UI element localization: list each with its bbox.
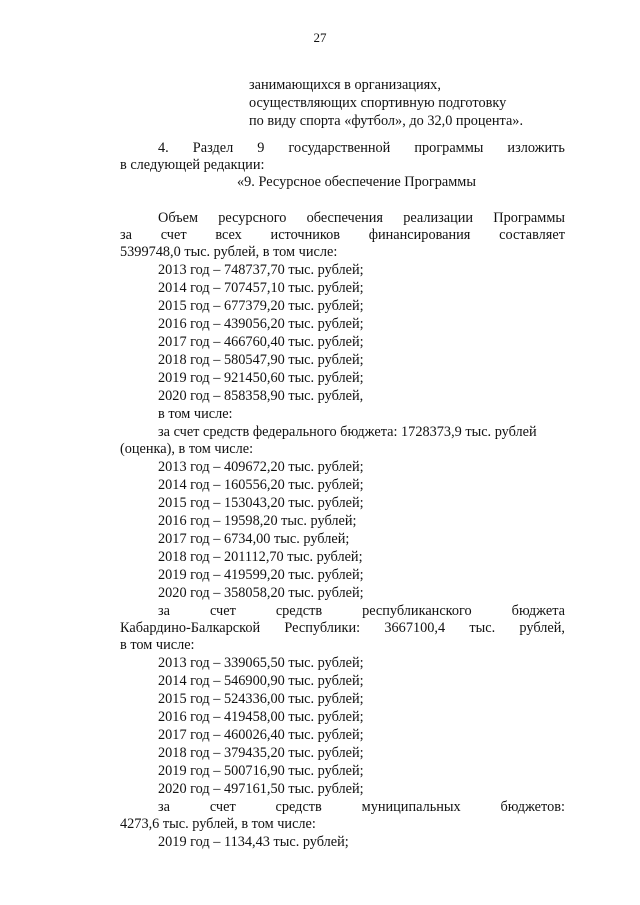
total-tail: в том числе: <box>158 406 233 422</box>
section-heading: «9. Ресурсное обеспечение Программы <box>237 174 476 190</box>
republic-line: Кабардино-Балкарской Республики: 3667100,4 тыс. рублей, <box>120 620 565 636</box>
total-year: 2014 год – 707457,10 тыс. рублей; <box>158 280 364 296</box>
federal-line: за счет средств федерального бюджета: 1728373,9 тыс. рублей <box>158 424 537 440</box>
federal-year: 2016 год – 19598,20 тыс. рублей; <box>158 513 357 529</box>
total-year: 2018 год – 580547,90 тыс. рублей; <box>158 352 364 368</box>
continuation-line: занимающихся в организациях, <box>249 77 441 93</box>
republic-year: 2019 год – 500716,90 тыс. рублей; <box>158 763 364 779</box>
republic-year: 2015 год – 524336,00 тыс. рублей; <box>158 691 364 707</box>
continuation-line: по виду спорта «футбол», до 32,0 процента». <box>249 113 524 129</box>
federal-year: 2018 год – 201112,70 тыс. рублей; <box>158 549 363 565</box>
item4-line: 4. Раздел 9 государственной программы изложить <box>158 140 565 156</box>
republic-line: в том числе: <box>120 637 195 653</box>
total-year: 2015 год – 677379,20 тыс. рублей; <box>158 298 364 314</box>
republic-year: 2017 год – 460026,40 тыс. рублей; <box>158 727 364 743</box>
federal-year: 2019 год – 419599,20 тыс. рублей; <box>158 567 364 583</box>
total-year: 2019 год – 921450,60 тыс. рублей; <box>158 370 364 386</box>
total-line: за счет всех источников финансирования составляет <box>120 227 565 243</box>
item4-line2: в следующей редакции: <box>120 157 265 173</box>
total-line: 5399748,0 тыс. рублей, в том числе: <box>120 244 338 260</box>
municipal-year: 2019 год – 1134,43 тыс. рублей; <box>158 834 349 850</box>
total-line: Объем ресурсного обеспечения реализации Программы <box>158 210 565 226</box>
republic-line: за счет средств республиканского бюджета <box>158 603 565 619</box>
municipal-line: за счет средств муниципальных бюджетов: <box>158 799 565 815</box>
federal-year: 2014 год – 160556,20 тыс. рублей; <box>158 477 364 493</box>
total-year: 2017 год – 466760,40 тыс. рублей; <box>158 334 364 350</box>
federal-year: 2020 год – 358058,20 тыс. рублей; <box>158 585 364 601</box>
republic-year: 2013 год – 339065,50 тыс. рублей; <box>158 655 364 671</box>
total-year: 2016 год – 439056,20 тыс. рублей; <box>158 316 364 332</box>
federal-line: (оценка), в том числе: <box>120 441 254 457</box>
municipal-line: 4273,6 тыс. рублей, в том числе: <box>120 816 316 832</box>
republic-year: 2020 год – 497161,50 тыс. рублей; <box>158 781 364 797</box>
republic-year: 2016 год – 419458,00 тыс. рублей; <box>158 709 364 725</box>
federal-year: 2017 год – 6734,00 тыс. рублей; <box>158 531 350 547</box>
republic-year: 2014 год – 546900,90 тыс. рублей; <box>158 673 364 689</box>
federal-year: 2013 год – 409672,20 тыс. рублей; <box>158 459 364 475</box>
total-year: 2013 год – 748737,70 тыс. рублей; <box>158 262 364 278</box>
page-number: 27 <box>313 30 327 45</box>
total-year: 2020 год – 858358,90 тыс. рублей, <box>158 388 364 404</box>
republic-year: 2018 год – 379435,20 тыс. рублей; <box>158 745 364 761</box>
federal-year: 2015 год – 153043,20 тыс. рублей; <box>158 495 364 511</box>
continuation-line: осуществляющих спортивную подготовку <box>249 95 507 111</box>
